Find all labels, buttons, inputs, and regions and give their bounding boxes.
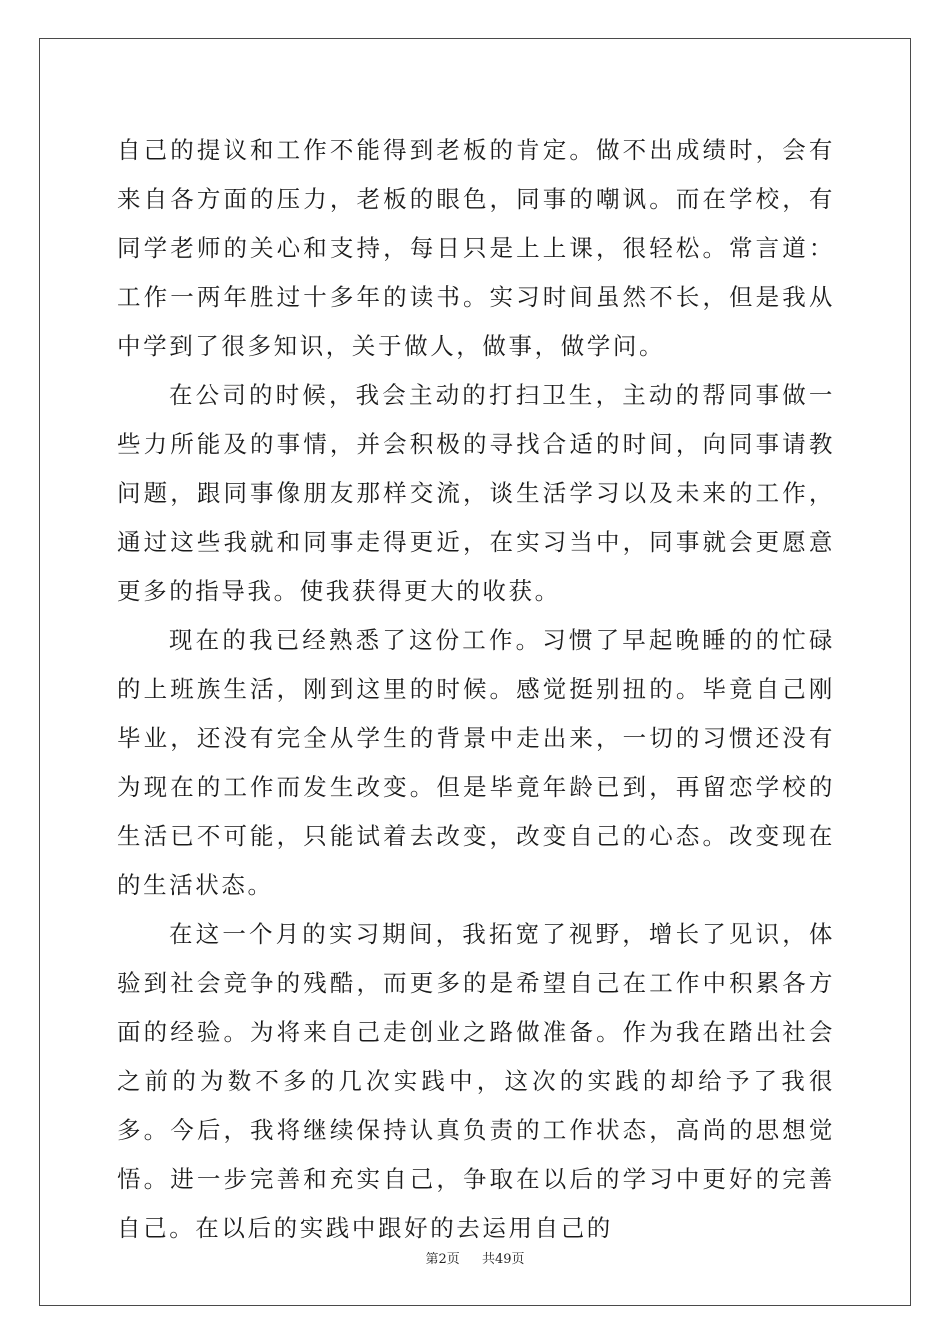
paragraph-1: 自己的提议和工作不能得到老板的肯定。做不出成绩时，会有来自各方面的压力，老板的眼色，同事的嘲讽。而在学校，有同学老师的关心和支持，每日只是上上课，很轻松。常言道：工作一两年胜过十多年的读书。实习时间虽然不长，但是我从中学到了很多知识，关于做人，做事，做学问。 bbox=[117, 136, 835, 360]
page-number: 第2页 bbox=[425, 1252, 460, 1267]
page-total: 共49页 bbox=[482, 1252, 525, 1267]
page-footer bbox=[0, 1248, 950, 1267]
document-body bbox=[117, 126, 835, 1253]
paragraph-2: 在公司的时候，我会主动的打扫卫生，主动的帮同事做一些力所能及的事情，并会积极的寻找合适的时间，向同事请教问题，跟同事像朋友那样交流，谈生活学习以及未来的工作，通过这些我就和同事走得更近，在实习当中，同事就会更愿意更多的指导我。使我获得更大的收获。 bbox=[117, 381, 835, 605]
paragraph-3: 现在的我已经熟悉了这份工作。习惯了早起晚睡的的忙碌的上班族生活，刚到这里的时候。感觉挺别扭的。毕竟自己刚毕业，还没有完全从学生的背景中走出来，一切的习惯还没有为现在的工作而发生改变。但是毕竟年龄已到，再留恋学校的生活已不可能，只能试着去改变，改变自己的心态。改变现在的生活状态。 bbox=[117, 626, 835, 899]
paragraph-4: 在这一个月的实习期间，我拓宽了视野，增长了见识，体验到社会竞争的残酷，而更多的是希望自己在工作中积累各方面的经验。为将来自己走创业之路做准备。作为我在踏出社会之前的为数不多的几次实践中，这次的实践的却给予了我很多。今后，我将继续保持认真负责的工作状态，高尚的思想觉悟。进一步完善和充实自己，争取在以后的学习中更好的完善自己。在以后的实践中跟好的去运用自己的 bbox=[117, 920, 835, 1242]
